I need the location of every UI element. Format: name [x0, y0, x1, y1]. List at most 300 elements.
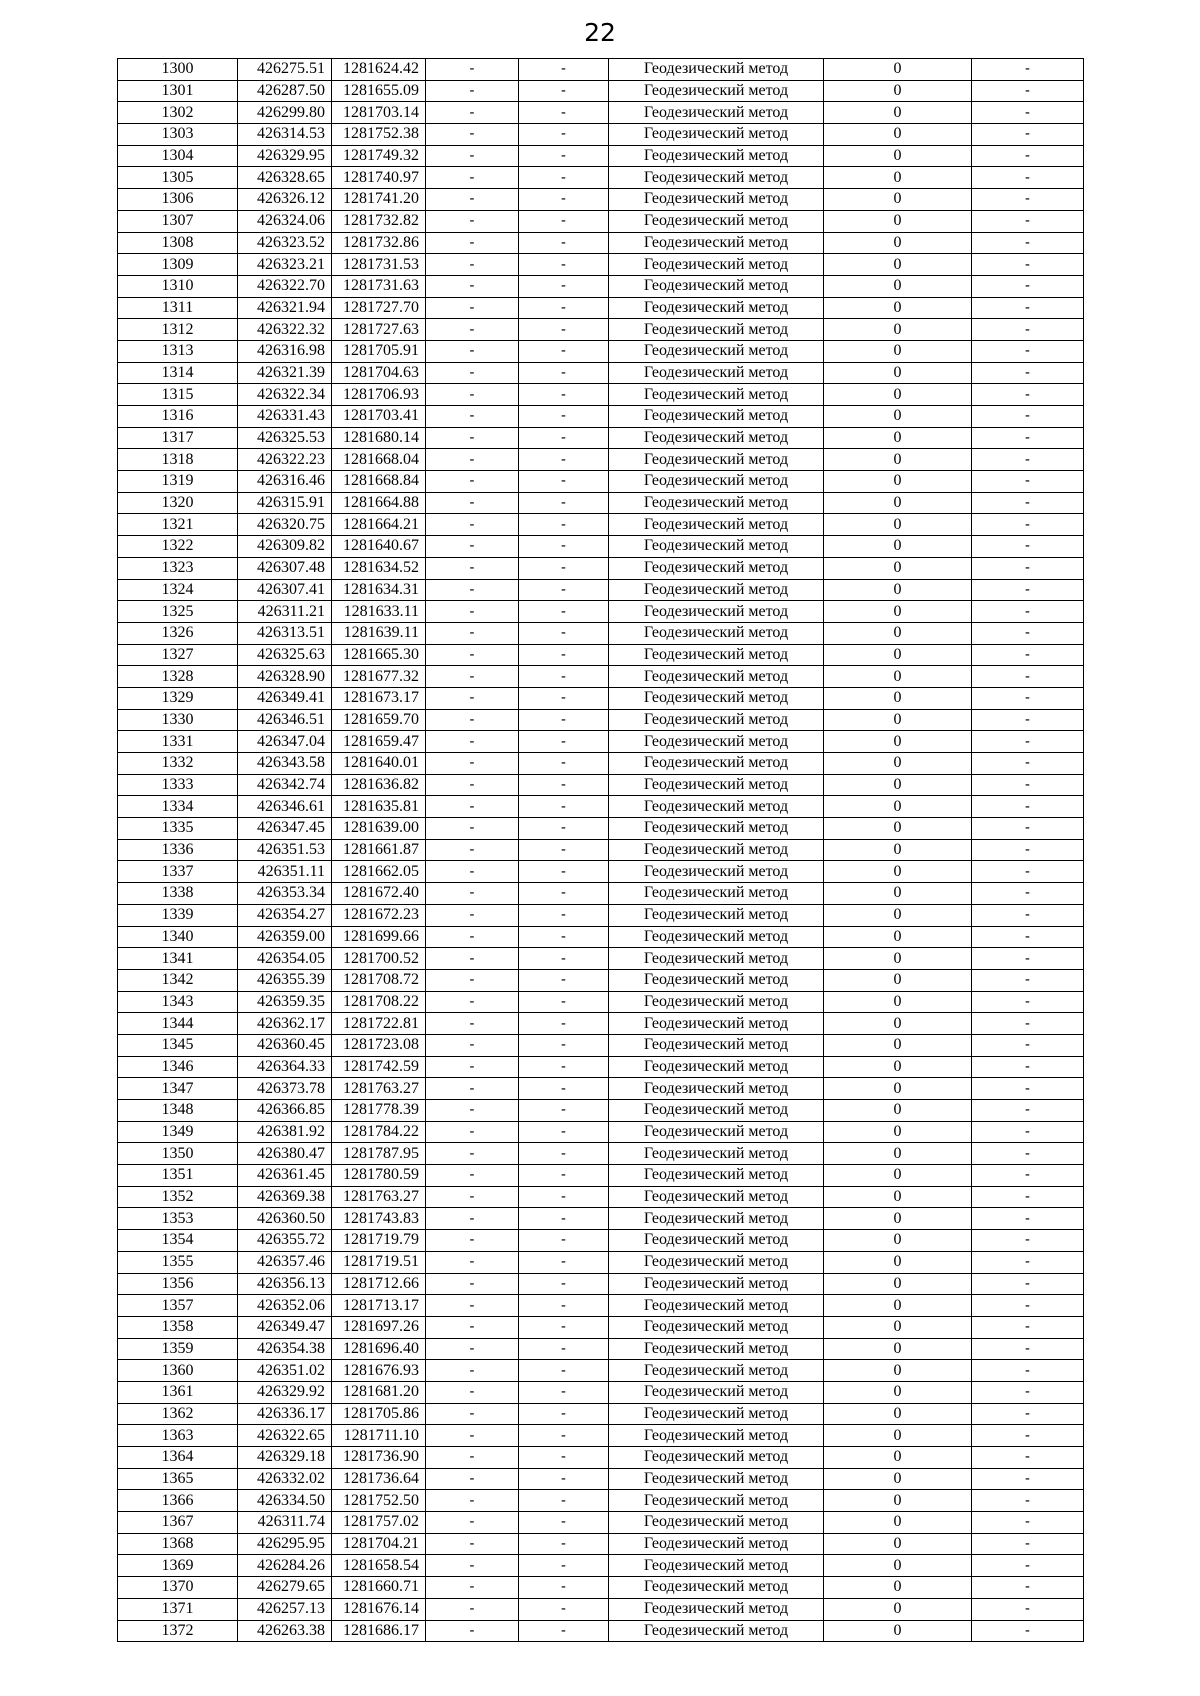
table-row — [118, 1273, 1084, 1295]
accuracy-cell: 0 — [824, 991, 972, 1013]
table-row — [118, 1620, 1084, 1642]
point-number-cell: 1326 — [118, 622, 238, 644]
accuracy-cell: 0 — [824, 926, 972, 948]
point-number-cell: 1328 — [118, 666, 238, 688]
method-cell: Геодезический метод — [609, 1165, 824, 1187]
point-number-cell: 1359 — [118, 1338, 238, 1360]
method-cell: Геодезический метод — [609, 1078, 824, 1100]
table-row — [118, 1078, 1084, 1100]
point-number-cell: 1358 — [118, 1316, 238, 1338]
y-coordinate-cell: 1281711.10 — [332, 1425, 426, 1447]
table-row — [118, 1208, 1084, 1230]
accuracy-cell: 0 — [824, 102, 972, 124]
method-cell: Геодезический метод — [609, 449, 824, 471]
x-coordinate-cell: 426334.50 — [238, 1490, 332, 1512]
x-coordinate-cell: 426351.11 — [238, 861, 332, 883]
method-cell: Геодезический метод — [609, 1338, 824, 1360]
point-number-cell: 1320 — [118, 492, 238, 514]
y-coordinate-cell: 1281704.21 — [332, 1533, 426, 1555]
point-number-cell: 1315 — [118, 384, 238, 406]
table-row — [118, 145, 1084, 167]
empty-value-cell: - — [972, 883, 1084, 905]
x-coordinate-cell: 426354.05 — [238, 948, 332, 970]
empty-value-cell: - — [972, 644, 1084, 666]
empty-value-cell: - — [426, 145, 519, 167]
point-number-cell: 1372 — [118, 1620, 238, 1642]
method-cell: Геодезический метод — [609, 687, 824, 709]
table-row — [118, 796, 1084, 818]
table-row — [118, 1381, 1084, 1403]
method-cell: Геодезический метод — [609, 1251, 824, 1273]
method-cell: Геодезический метод — [609, 319, 824, 341]
empty-value-cell: - — [519, 167, 609, 189]
empty-value-cell: - — [972, 1338, 1084, 1360]
accuracy-cell: 0 — [824, 1165, 972, 1187]
method-cell: Геодезический метод — [609, 1056, 824, 1078]
empty-value-cell: - — [972, 80, 1084, 102]
method-cell: Геодезический метод — [609, 579, 824, 601]
accuracy-cell: 0 — [824, 557, 972, 579]
accuracy-cell: 0 — [824, 1447, 972, 1469]
y-coordinate-cell: 1281736.64 — [332, 1468, 426, 1490]
method-cell: Геодезический метод — [609, 731, 824, 753]
table-row — [118, 232, 1084, 254]
empty-value-cell: - — [972, 254, 1084, 276]
accuracy-cell: 0 — [824, 1208, 972, 1230]
empty-value-cell: - — [519, 1468, 609, 1490]
empty-value-cell: - — [972, 1100, 1084, 1122]
empty-value-cell: - — [519, 427, 609, 449]
empty-value-cell: - — [519, 1078, 609, 1100]
empty-value-cell: - — [519, 601, 609, 623]
method-cell: Геодезический метод — [609, 1143, 824, 1165]
empty-value-cell: - — [426, 80, 519, 102]
x-coordinate-cell: 426361.45 — [238, 1165, 332, 1187]
y-coordinate-cell: 1281778.39 — [332, 1100, 426, 1122]
empty-value-cell: - — [972, 1078, 1084, 1100]
y-coordinate-cell: 1281752.50 — [332, 1490, 426, 1512]
accuracy-cell: 0 — [824, 406, 972, 428]
y-coordinate-cell: 1281676.93 — [332, 1360, 426, 1382]
y-coordinate-cell: 1281634.31 — [332, 579, 426, 601]
accuracy-cell: 0 — [824, 427, 972, 449]
accuracy-cell: 0 — [824, 1620, 972, 1642]
empty-value-cell: - — [972, 1468, 1084, 1490]
table-row — [118, 254, 1084, 276]
method-cell: Геодезический метод — [609, 124, 824, 146]
y-coordinate-cell: 1281668.84 — [332, 471, 426, 493]
accuracy-cell: 0 — [824, 1577, 972, 1599]
method-cell: Геодезический метод — [609, 1013, 824, 1035]
y-coordinate-cell: 1281660.71 — [332, 1577, 426, 1599]
method-cell: Геодезический метод — [609, 297, 824, 319]
method-cell: Геодезический метод — [609, 1620, 824, 1642]
method-cell: Геодезический метод — [609, 427, 824, 449]
empty-value-cell: - — [972, 1512, 1084, 1534]
empty-value-cell: - — [426, 514, 519, 536]
empty-value-cell: - — [519, 1013, 609, 1035]
x-coordinate-cell: 426309.82 — [238, 536, 332, 558]
y-coordinate-cell: 1281672.40 — [332, 883, 426, 905]
empty-value-cell: - — [972, 818, 1084, 840]
table-row — [118, 1533, 1084, 1555]
accuracy-cell: 0 — [824, 1598, 972, 1620]
table-row — [118, 1186, 1084, 1208]
empty-value-cell: - — [972, 124, 1084, 146]
empty-value-cell: - — [426, 622, 519, 644]
x-coordinate-cell: 426357.46 — [238, 1251, 332, 1273]
method-cell: Геодезический метод — [609, 362, 824, 384]
accuracy-cell: 0 — [824, 340, 972, 362]
x-coordinate-cell: 426322.70 — [238, 275, 332, 297]
empty-value-cell: - — [426, 1273, 519, 1295]
y-coordinate-cell: 1281697.26 — [332, 1316, 426, 1338]
point-number-cell: 1312 — [118, 319, 238, 341]
method-cell: Геодезический метод — [609, 1533, 824, 1555]
point-number-cell: 1348 — [118, 1100, 238, 1122]
method-cell: Геодезический метод — [609, 1447, 824, 1469]
method-cell: Геодезический метод — [609, 1121, 824, 1143]
accuracy-cell: 0 — [824, 1251, 972, 1273]
empty-value-cell: - — [972, 753, 1084, 775]
method-cell: Геодезический метод — [609, 904, 824, 926]
point-number-cell: 1352 — [118, 1186, 238, 1208]
empty-value-cell: - — [426, 818, 519, 840]
method-cell: Геодезический метод — [609, 1512, 824, 1534]
y-coordinate-cell: 1281664.88 — [332, 492, 426, 514]
empty-value-cell: - — [519, 102, 609, 124]
table-row — [118, 167, 1084, 189]
empty-value-cell: - — [972, 1230, 1084, 1252]
x-coordinate-cell: 426275.51 — [238, 59, 332, 81]
empty-value-cell: - — [519, 1295, 609, 1317]
empty-value-cell: - — [519, 1555, 609, 1577]
method-cell: Геодезический метод — [609, 1490, 824, 1512]
point-number-cell: 1337 — [118, 861, 238, 883]
table-row — [118, 492, 1084, 514]
empty-value-cell: - — [426, 1100, 519, 1122]
method-cell: Геодезический метод — [609, 1100, 824, 1122]
empty-value-cell: - — [972, 1490, 1084, 1512]
point-number-cell: 1357 — [118, 1295, 238, 1317]
empty-value-cell: - — [519, 687, 609, 709]
empty-value-cell: - — [519, 1316, 609, 1338]
empty-value-cell: - — [972, 167, 1084, 189]
empty-value-cell: - — [519, 536, 609, 558]
empty-value-cell: - — [426, 796, 519, 818]
point-number-cell: 1332 — [118, 753, 238, 775]
table-row — [118, 1230, 1084, 1252]
empty-value-cell: - — [972, 1316, 1084, 1338]
point-number-cell: 1341 — [118, 948, 238, 970]
point-number-cell: 1323 — [118, 557, 238, 579]
table-row — [118, 1447, 1084, 1469]
method-cell: Геодезический метод — [609, 796, 824, 818]
empty-value-cell: - — [972, 926, 1084, 948]
empty-value-cell: - — [519, 1533, 609, 1555]
empty-value-cell: - — [972, 1447, 1084, 1469]
method-cell: Геодезический метод — [609, 1034, 824, 1056]
x-coordinate-cell: 426359.00 — [238, 926, 332, 948]
y-coordinate-cell: 1281665.30 — [332, 644, 426, 666]
y-coordinate-cell: 1281719.51 — [332, 1251, 426, 1273]
x-coordinate-cell: 426307.48 — [238, 557, 332, 579]
x-coordinate-cell: 426347.04 — [238, 731, 332, 753]
method-cell: Геодезический метод — [609, 275, 824, 297]
empty-value-cell: - — [972, 384, 1084, 406]
method-cell: Геодезический метод — [609, 1186, 824, 1208]
accuracy-cell: 0 — [824, 1034, 972, 1056]
x-coordinate-cell: 426316.98 — [238, 340, 332, 362]
y-coordinate-cell: 1281736.90 — [332, 1447, 426, 1469]
table-row — [118, 319, 1084, 341]
y-coordinate-cell: 1281668.04 — [332, 449, 426, 471]
method-cell: Геодезический метод — [609, 492, 824, 514]
point-number-cell: 1305 — [118, 167, 238, 189]
empty-value-cell: - — [519, 883, 609, 905]
y-coordinate-cell: 1281703.41 — [332, 406, 426, 428]
accuracy-cell: 0 — [824, 1056, 972, 1078]
empty-value-cell: - — [519, 275, 609, 297]
accuracy-cell: 0 — [824, 189, 972, 211]
method-cell: Геодезический метод — [609, 471, 824, 493]
method-cell: Геодезический метод — [609, 666, 824, 688]
method-cell: Геодезический метод — [609, 861, 824, 883]
empty-value-cell: - — [972, 579, 1084, 601]
empty-value-cell: - — [972, 1251, 1084, 1273]
empty-value-cell: - — [426, 839, 519, 861]
point-number-cell: 1353 — [118, 1208, 238, 1230]
page-number: 22 — [584, 18, 616, 47]
accuracy-cell: 0 — [824, 1512, 972, 1534]
accuracy-cell: 0 — [824, 644, 972, 666]
x-coordinate-cell: 426315.91 — [238, 492, 332, 514]
empty-value-cell: - — [426, 297, 519, 319]
table-row — [118, 1100, 1084, 1122]
empty-value-cell: - — [426, 124, 519, 146]
empty-value-cell: - — [519, 319, 609, 341]
empty-value-cell: - — [519, 1598, 609, 1620]
x-coordinate-cell: 426284.26 — [238, 1555, 332, 1577]
y-coordinate-cell: 1281732.82 — [332, 210, 426, 232]
empty-value-cell: - — [972, 1533, 1084, 1555]
y-coordinate-cell: 1281708.22 — [332, 991, 426, 1013]
accuracy-cell: 0 — [824, 297, 972, 319]
empty-value-cell: - — [972, 1056, 1084, 1078]
empty-value-cell: - — [519, 210, 609, 232]
x-coordinate-cell: 426360.50 — [238, 1208, 332, 1230]
empty-value-cell: - — [426, 427, 519, 449]
x-coordinate-cell: 426311.21 — [238, 601, 332, 623]
empty-value-cell: - — [426, 1121, 519, 1143]
y-coordinate-cell: 1281705.86 — [332, 1403, 426, 1425]
point-number-cell: 1314 — [118, 362, 238, 384]
table-row — [118, 406, 1084, 428]
accuracy-cell: 0 — [824, 1230, 972, 1252]
table-row — [118, 644, 1084, 666]
accuracy-cell: 0 — [824, 1078, 972, 1100]
accuracy-cell: 0 — [824, 796, 972, 818]
point-number-cell: 1360 — [118, 1360, 238, 1382]
empty-value-cell: - — [972, 471, 1084, 493]
y-coordinate-cell: 1281696.40 — [332, 1338, 426, 1360]
empty-value-cell: - — [972, 991, 1084, 1013]
empty-value-cell: - — [519, 1165, 609, 1187]
x-coordinate-cell: 426295.95 — [238, 1533, 332, 1555]
x-coordinate-cell: 426313.51 — [238, 622, 332, 644]
empty-value-cell: - — [519, 839, 609, 861]
empty-value-cell: - — [972, 731, 1084, 753]
accuracy-cell: 0 — [824, 1533, 972, 1555]
accuracy-cell: 0 — [824, 666, 972, 688]
y-coordinate-cell: 1281655.09 — [332, 80, 426, 102]
empty-value-cell: - — [426, 449, 519, 471]
y-coordinate-cell: 1281763.27 — [332, 1186, 426, 1208]
accuracy-cell: 0 — [824, 232, 972, 254]
table-row — [118, 340, 1084, 362]
x-coordinate-cell: 426354.27 — [238, 904, 332, 926]
empty-value-cell: - — [519, 904, 609, 926]
y-coordinate-cell: 1281659.47 — [332, 731, 426, 753]
y-coordinate-cell: 1281742.59 — [332, 1056, 426, 1078]
empty-value-cell: - — [426, 340, 519, 362]
point-number-cell: 1371 — [118, 1598, 238, 1620]
point-number-cell: 1307 — [118, 210, 238, 232]
method-cell: Геодезический метод — [609, 926, 824, 948]
empty-value-cell: - — [972, 709, 1084, 731]
method-cell: Геодезический метод — [609, 406, 824, 428]
point-number-cell: 1339 — [118, 904, 238, 926]
empty-value-cell: - — [972, 861, 1084, 883]
method-cell: Геодезический метод — [609, 1425, 824, 1447]
table-row — [118, 102, 1084, 124]
empty-value-cell: - — [519, 796, 609, 818]
point-number-cell: 1330 — [118, 709, 238, 731]
empty-value-cell: - — [426, 861, 519, 883]
empty-value-cell: - — [426, 1598, 519, 1620]
table-row — [118, 362, 1084, 384]
point-number-cell: 1351 — [118, 1165, 238, 1187]
point-number-cell: 1319 — [118, 471, 238, 493]
accuracy-cell: 0 — [824, 1490, 972, 1512]
empty-value-cell: - — [972, 1186, 1084, 1208]
y-coordinate-cell: 1281686.17 — [332, 1620, 426, 1642]
empty-value-cell: - — [972, 839, 1084, 861]
point-number-cell: 1363 — [118, 1425, 238, 1447]
empty-value-cell: - — [426, 557, 519, 579]
method-cell: Геодезический метод — [609, 991, 824, 1013]
point-number-cell: 1366 — [118, 1490, 238, 1512]
y-coordinate-cell: 1281704.63 — [332, 362, 426, 384]
y-coordinate-cell: 1281640.01 — [332, 753, 426, 775]
empty-value-cell: - — [519, 232, 609, 254]
x-coordinate-cell: 426322.65 — [238, 1425, 332, 1447]
empty-value-cell: - — [426, 1381, 519, 1403]
empty-value-cell: - — [972, 1381, 1084, 1403]
x-coordinate-cell: 426323.52 — [238, 232, 332, 254]
empty-value-cell: - — [426, 492, 519, 514]
empty-value-cell: - — [519, 666, 609, 688]
method-cell: Геодезический метод — [609, 1230, 824, 1252]
empty-value-cell: - — [972, 536, 1084, 558]
accuracy-cell: 0 — [824, 1143, 972, 1165]
y-coordinate-cell: 1281661.87 — [332, 839, 426, 861]
y-coordinate-cell: 1281699.66 — [332, 926, 426, 948]
empty-value-cell: - — [519, 1425, 609, 1447]
empty-value-cell: - — [426, 774, 519, 796]
y-coordinate-cell: 1281757.02 — [332, 1512, 426, 1534]
accuracy-cell: 0 — [824, 948, 972, 970]
empty-value-cell: - — [972, 1360, 1084, 1382]
x-coordinate-cell: 426329.95 — [238, 145, 332, 167]
table-row — [118, 1143, 1084, 1165]
empty-value-cell: - — [972, 102, 1084, 124]
x-coordinate-cell: 426349.47 — [238, 1316, 332, 1338]
x-coordinate-cell: 426314.53 — [238, 124, 332, 146]
table-row — [118, 384, 1084, 406]
empty-value-cell: - — [426, 536, 519, 558]
x-coordinate-cell: 426347.45 — [238, 818, 332, 840]
x-coordinate-cell: 426323.21 — [238, 254, 332, 276]
empty-value-cell: - — [972, 1555, 1084, 1577]
empty-value-cell: - — [519, 1121, 609, 1143]
empty-value-cell: - — [519, 471, 609, 493]
method-cell: Геодезический метод — [609, 1295, 824, 1317]
x-coordinate-cell: 426329.92 — [238, 1381, 332, 1403]
accuracy-cell: 0 — [824, 1013, 972, 1035]
table-row — [118, 1512, 1084, 1534]
method-cell: Геодезический метод — [609, 1598, 824, 1620]
empty-value-cell: - — [426, 210, 519, 232]
x-coordinate-cell: 426320.75 — [238, 514, 332, 536]
y-coordinate-cell: 1281749.32 — [332, 145, 426, 167]
empty-value-cell: - — [519, 861, 609, 883]
accuracy-cell: 0 — [824, 319, 972, 341]
point-number-cell: 1322 — [118, 536, 238, 558]
empty-value-cell: - — [426, 1490, 519, 1512]
x-coordinate-cell: 426356.13 — [238, 1273, 332, 1295]
empty-value-cell: - — [426, 1512, 519, 1534]
empty-value-cell: - — [519, 774, 609, 796]
point-number-cell: 1340 — [118, 926, 238, 948]
y-coordinate-cell: 1281673.17 — [332, 687, 426, 709]
table-row — [118, 991, 1084, 1013]
y-coordinate-cell: 1281740.97 — [332, 167, 426, 189]
empty-value-cell: - — [972, 514, 1084, 536]
empty-value-cell: - — [426, 1403, 519, 1425]
empty-value-cell: - — [519, 1208, 609, 1230]
empty-value-cell: - — [972, 622, 1084, 644]
x-coordinate-cell: 426343.58 — [238, 753, 332, 775]
x-coordinate-cell: 426381.92 — [238, 1121, 332, 1143]
y-coordinate-cell: 1281706.93 — [332, 384, 426, 406]
accuracy-cell: 0 — [824, 275, 972, 297]
point-number-cell: 1308 — [118, 232, 238, 254]
empty-value-cell: - — [426, 1555, 519, 1577]
y-coordinate-cell: 1281719.79 — [332, 1230, 426, 1252]
y-coordinate-cell: 1281722.81 — [332, 1013, 426, 1035]
point-number-cell: 1300 — [118, 59, 238, 81]
table-row — [118, 1468, 1084, 1490]
empty-value-cell: - — [426, 904, 519, 926]
method-cell: Геодезический метод — [609, 167, 824, 189]
table-row — [118, 536, 1084, 558]
empty-value-cell: - — [519, 622, 609, 644]
empty-value-cell: - — [426, 1468, 519, 1490]
accuracy-cell: 0 — [824, 1100, 972, 1122]
point-number-cell: 1367 — [118, 1512, 238, 1534]
coordinates-table — [117, 58, 1084, 1642]
